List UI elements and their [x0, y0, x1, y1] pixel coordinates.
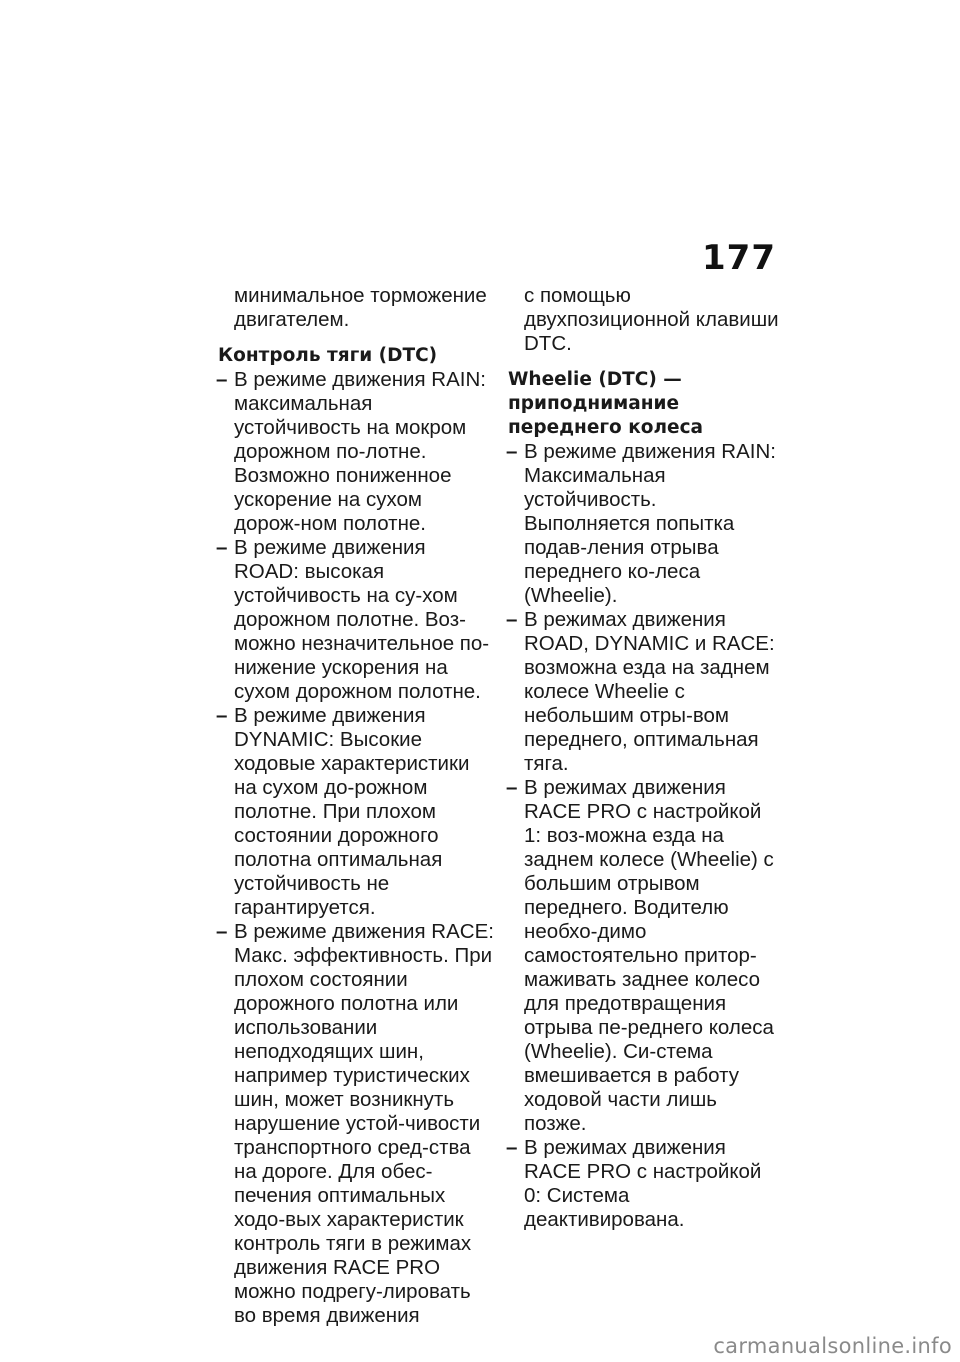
list-item: – В режимах движения ROAD, DYNAMIC и RACE: возможна езда на заднем колесе Wheelie с небольшим отры-вом переднего, оптимальная тяга.: [508, 608, 784, 776]
list-item: – В режиме движения ROAD: высокая устойчивость на су-хом дорожном полотне. Воз-можно незначительное по-нижение ускорения на сухом дорожном полотне.: [218, 536, 494, 704]
list-item: – В режиме движения DYNAMIC: Высокие ходовые характеристики на сухом до-рожном полотне. При плохом состоянии дорожного полотна оптимальная устойчивость не гарантируется.: [218, 704, 494, 920]
page-number: 177: [702, 238, 776, 278]
wheelie-mode-list: [508, 440, 784, 1232]
left-column: [218, 284, 494, 1328]
section-title-wheelie: Wheelie (DTC) — приподнимание переднего колеса: [508, 369, 704, 438]
list-item: – В режимах движения RACE PRO с настройкой 0: Система деактивирована.: [508, 1136, 784, 1232]
list-item: – В режимах движения RACE PRO с настройкой 1: воз-можна езда на заднем колесе (Wheelie) с большим отрывом переднего. Водителю необхо-димо самостоятельно притор-маживать заднее колесо для предотвращения отрыва пе-реднего колеса (Wheelie). Си-стема вмешивается в работу ходовой части лишь позже.: [508, 776, 784, 1136]
section-title-dtc: Контроль тяги (DTC): [218, 345, 438, 366]
right-column: [508, 284, 784, 1232]
dtc-mode-list: [218, 368, 494, 1328]
list-item: – В режиме движения RACE: Макс. эффективность. При плохом состоянии дорожного полотна или использовании неподходящих шин, например туристических шин, может возникнуть нарушение устой-чивости транспортного сред-ства на дороге. Для обес-печения оптимальных ходо-вых характеристик контроль тяги в режимах движения RACE PRO можно подрегу-лировать во время движения: [218, 920, 494, 1328]
intro-text: минимальное торможение двигателем.: [234, 284, 487, 331]
list-item: – В режиме движения RAIN: максимальная устойчивость на мокром дорожном по-лотне. Возможно пониженное ускорение на сухом дорож-ном полотне.: [218, 368, 494, 536]
list-item: – В режиме движения RAIN: Максимальная устойчивость. Выполняется попытка подав-ления отрыва переднего ко-леса (Wheelie).: [508, 440, 784, 608]
intro-text: с помощью двухпозиционной клавиши DTC.: [524, 284, 779, 355]
watermark-text: carmanualsonline.info: [713, 1334, 952, 1358]
